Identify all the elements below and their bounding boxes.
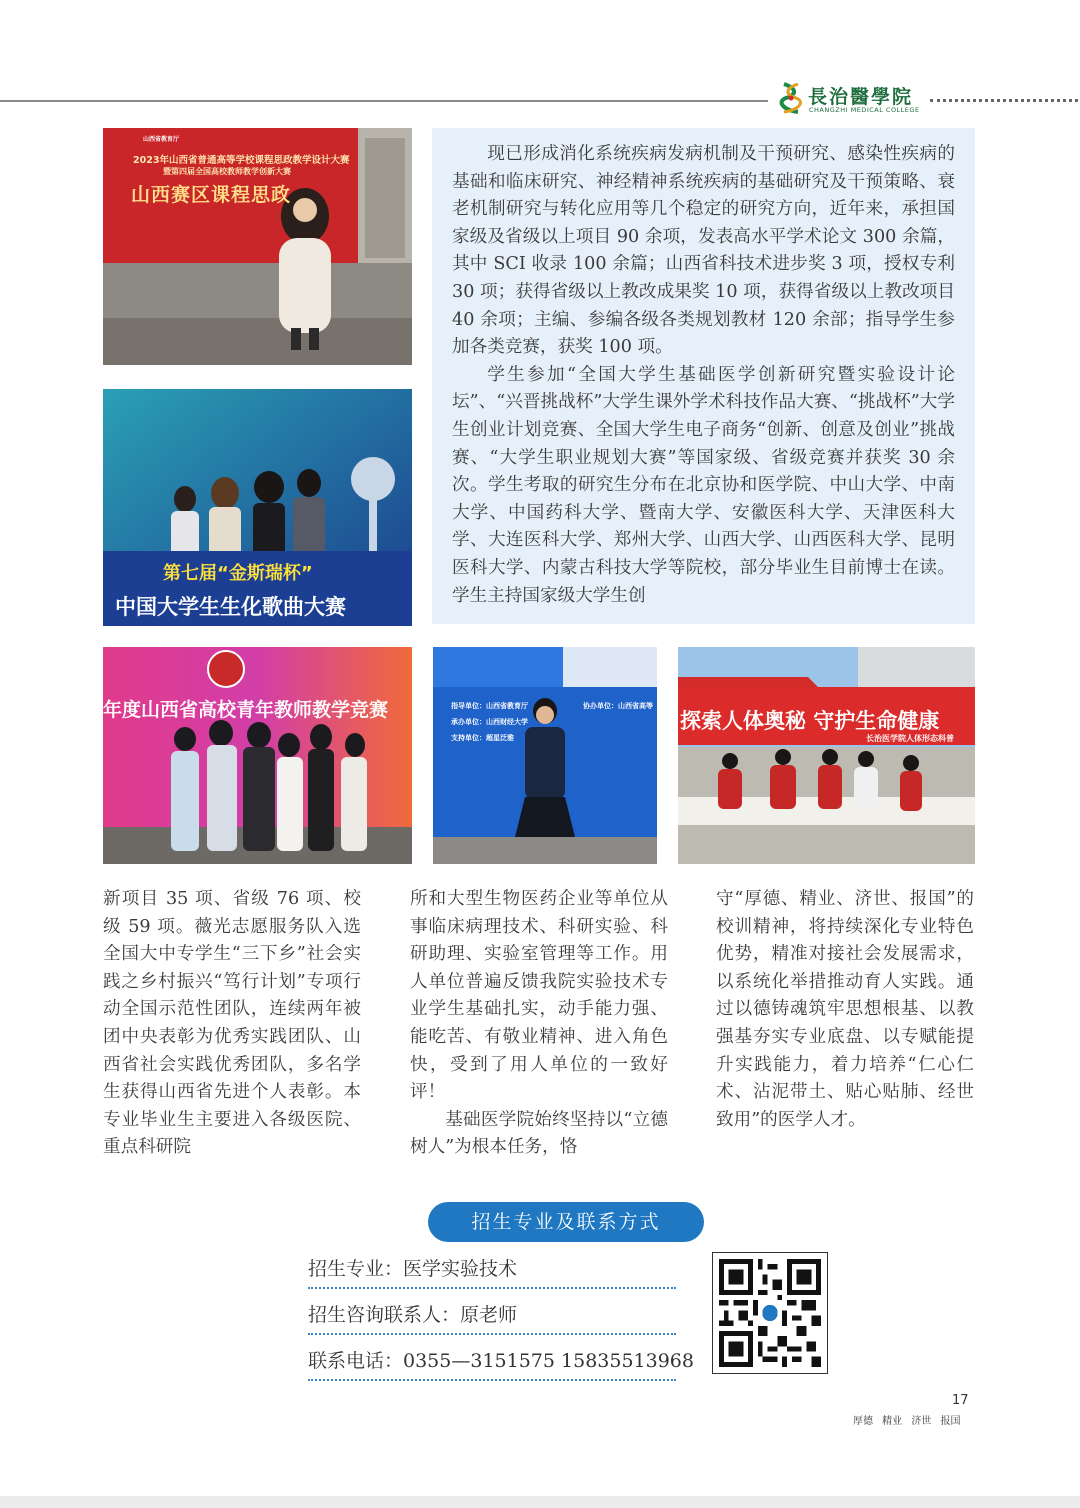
banner-outreach-sub: 长治医学院人体形态科普 [866,734,954,743]
column-2-text-b: 基础医学院始终坚持以“立德树人”为根本任务，恪 [410,1109,668,1158]
logo-chinese-name: 長治醫學院 [808,86,914,108]
banner-contest-title: 2023年山西省普通高等学校课程思政教学设计大赛 [133,155,350,166]
text-column-3 [716,886,974,1134]
banner-song-subtitle: 中国大学生生化歌曲大赛 [115,595,346,619]
contact-section-title: 招生专业及联系方式 [428,1202,704,1242]
banner-contest-subtitle: 暨第四届全国高校教师教学创新大赛 [163,167,291,176]
contact-major: 招生专业：医学实验技术 [308,1254,676,1289]
research-text-box [432,128,975,624]
column-2-text-a: 所和大型生物医药企业等单位从事临床病理技术、科研实验、科研助理、实验室管理等工作。用人单位普遍反馈我院实验技术专业学生基础扎实，动手能力强、能吃苦、有敬业精神、进入角色快，受到了用人单位的一致好评！ [410,889,668,1103]
banner-song-title: 第七届“金斯瑞杯” [163,563,313,584]
college-logo [778,80,928,118]
banner-outreach: 探索人体奥秘 守护生命健康 [680,709,940,733]
research-paragraph: 现已形成消化系统疾病发病机制及干预研究、感染性疾病的基础和临床研究、神经精神系统疾病的基础研究及干预策略、衰老机制研究与转化应用等几个稳定的研究方向，近年来，承担国家级及省级以上项目 90 余项，发表高水平学术论文 300 余篇，其中 SCI 收录 100 余篇；山西省科技术进步奖 3 项，授权专利 30 项；获得省级以上教改成果奖 10 项，获得省级以上教改项目 40 余项；主编、参编各级各类规划教材 120 余部；指导学生参加各类竞赛，获奖 100 项。 [452,144,955,358]
photo-teacher-contest [103,647,412,864]
text-column-1 [103,886,361,1162]
school-motto: 厚德 精业 济世 报国 [853,1416,961,1427]
photo-outreach-tent [678,647,975,864]
column-1-text: 新项目 35 项、省级 76 项、校级 59 项。薇光志愿服务队入选全国大中专学生“三下乡”社会实践之乡村振兴“笃行计划”专项行动全国示范性团队，连续两年被团中央表彰为优秀实践团队、山西省社会实践优秀团队，多名学生获得山西省先进个人表彰。本专业毕业生主要进入各级医院、重点科研院 [103,889,361,1158]
photo-song-contest [103,389,412,626]
header-rule [0,100,768,102]
photo-course-contest: 山西省教育厅 2023年山西省普通高等学校课程思政教学设计大赛 暨第四届全国高校教师教学创新大赛 山西赛区课程思政 [103,128,412,365]
header-dotted-rule [930,99,1078,102]
banner-contest-main: 山西赛区课程思政 [131,184,292,206]
text-column-2 [410,886,668,1162]
students-paragraph: 学生参加“全国大学生基础医学创新研究暨实验设计论坛”、“兴晋挑战杯”大学生课外学术科技作品大赛、“挑战杯”大学生创业计划竞赛、全国大学生电子商务“创新、创意及创业”挑战赛、“大学生职业规划大赛”等国家级、省级竞赛并获奖 30 余次。学生考取的研究生分布在北京协和医学院、中山大学、中南大学、中国药科大学、暨南大学、安徽医科大学、天津医科大学、大连医科大学、郑州大学、山西大学、山西医科大学、昆明医科大学、内蒙古科技大学等院校，部分毕业生目前博士在读。学生主持国家级大学生创 [452,364,955,606]
contact-person: 招生咨询联系人：原老师 [308,1300,676,1335]
page-number: 17 [952,1393,969,1408]
footer-band [0,1496,1080,1508]
qr-code-icon [719,1259,821,1367]
column-3-text: 守“厚德、精业、济世、报国”的校训精神，将持续深化专业特色优势，精准对接社会发展需求，以系统化举措推动育人实践。通过以德铸魂筑牢思想根基、以教强基夯实专业底盘、以专赋能提升实践能力，着力培养“仁心仁术、沾泥带土、贴心贴肺、经世致用”的医学人才。 [716,889,974,1130]
banner-teacher-contest: 年度山西省高校青年教师教学竞赛 [103,699,389,721]
logo-english-name: CHANGZHI MEDICAL COLLEGE [809,106,920,114]
contact-phone: 联系电话：0355—3151575 15835513968 [308,1346,676,1381]
photo-stage-speaker: 指导单位：山西省教育厅 承办单位：山西财经大学 支持单位：超星泛雅 协办单位：山西省高等 [433,647,657,864]
college-emblem-icon [778,80,804,116]
qr-code[interactable] [712,1252,828,1374]
